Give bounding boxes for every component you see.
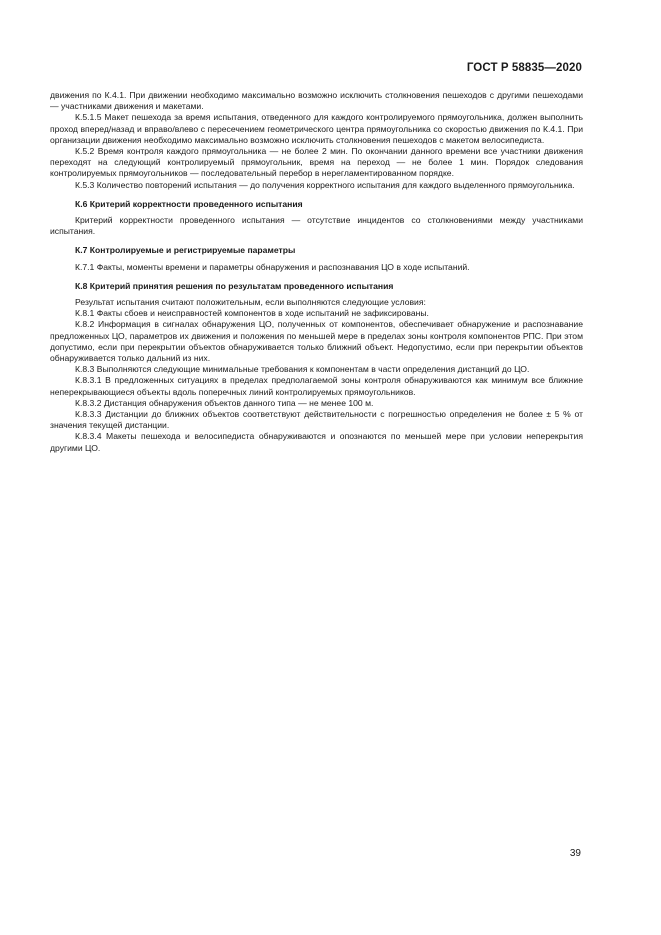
- section-heading-k-6: К.6 Критерий корректности проведенного испытания: [75, 198, 303, 209]
- page-number: 39: [569, 848, 581, 859]
- document-body: [50, 90, 583, 454]
- paragraph-k-6-text: Критерий корректности проведенного испытания — отсутствие инцидентов со столкновениями между участниками испытания.: [50, 215, 583, 237]
- paragraph-k-8-1: К.8.1 Факты сбоев и неисправностей компонентов в ходе испытаний не зафиксированы.: [75, 308, 429, 319]
- section-heading-k-8: К.8 Критерий принятия решения по результатам проведенного испытания: [75, 280, 394, 291]
- section-heading-k-7: К.7 Контролируемые и регистрируемые параметры: [75, 245, 296, 256]
- paragraph-k-8-3-1: К.8.3.1 В предложенных ситуациях в пределах предполагаемой зоны контроля обнаруживаются как минимум все ближние неперекрывающиеся объекты вдоль поперечных линий контролируемых прямоугольников.: [50, 375, 583, 397]
- paragraph-k-8-3-3: К.8.3.3 Дистанции до ближних объектов соответствуют действительности с погрешностью определения не более ± 5 % от значения текущей дистанции.: [50, 409, 583, 431]
- paragraph-continuation: движения по К.4.1. При движении необходимо максимально возможно исключить столкновения пешеходов с другими пешеходами — участниками движения и макетами.: [50, 90, 583, 112]
- paragraph-k-8-3-4: К.8.3.4 Макеты пешехода и велосипедиста обнаруживаются и опознаются по меньшей мере при условии неперекрытия другими ЦО.: [50, 431, 583, 453]
- paragraph-k-7-1: К.7.1 Факты, моменты времени и параметры обнаружения и распознавания ЦО в ходе испытаний.: [75, 261, 470, 272]
- paragraph-k-8-intro: Результат испытания считают положительным, если выполняются следующие условия:: [75, 297, 426, 308]
- paragraph-k-8-3: К.8.3 Выполняются следующие минимальные требования к компонентам в части определения дистанций до ЦО.: [75, 364, 530, 375]
- paragraph-k-8-3-2: К.8.3.2 Дистанция обнаружения объектов данного типа — не менее 100 м.: [75, 397, 374, 408]
- paragraph-k-5-1-5: К.5.1.5 Макет пешехода за время испытания, отведенного для каждого контролируемого прямоугольника, должен выполнить проход вперед/назад и вправо/влево с пересечением геометрического центра прямоугольника со скоростью движения по К.4.1. При организации движения необходимо максимально возможно исключить столкновения пешеходов с макетом велосипедиста.: [50, 112, 583, 145]
- paragraph-k-8-2: К.8.2 Информация в сигналах обнаружения ЦО, полученных от компонентов, обеспечивает обнаружение и распознавание предложенных ЦО, параметров их движения и положения по меньшей мере в пределах зоны контроля компонентов РПС. При этом допустимо, если при перекрытии объектов обнаруживается только ближний объект. Недопустимо, если при перекрытии объектов обнаруживается только дальний из них.: [50, 319, 583, 364]
- paragraph-k-5-2: К.5.2 Время контроля каждого прямоугольника — не более 2 мин. По окончании данного времени все участники движения переходят на следующий контролируемый прямоугольник, время на переход — не более 1 мин. Порядок следования контролируемых прямоугольников — последовательный перебор в нерегламентированном порядке.: [50, 146, 583, 179]
- paragraph-k-5-3: К.5.3 Количество повторений испытания — до получения корректного испытания для каждого выделенного прямоугольника.: [75, 179, 575, 190]
- document-code: ГОСТ Р 58835—2020: [466, 62, 582, 74]
